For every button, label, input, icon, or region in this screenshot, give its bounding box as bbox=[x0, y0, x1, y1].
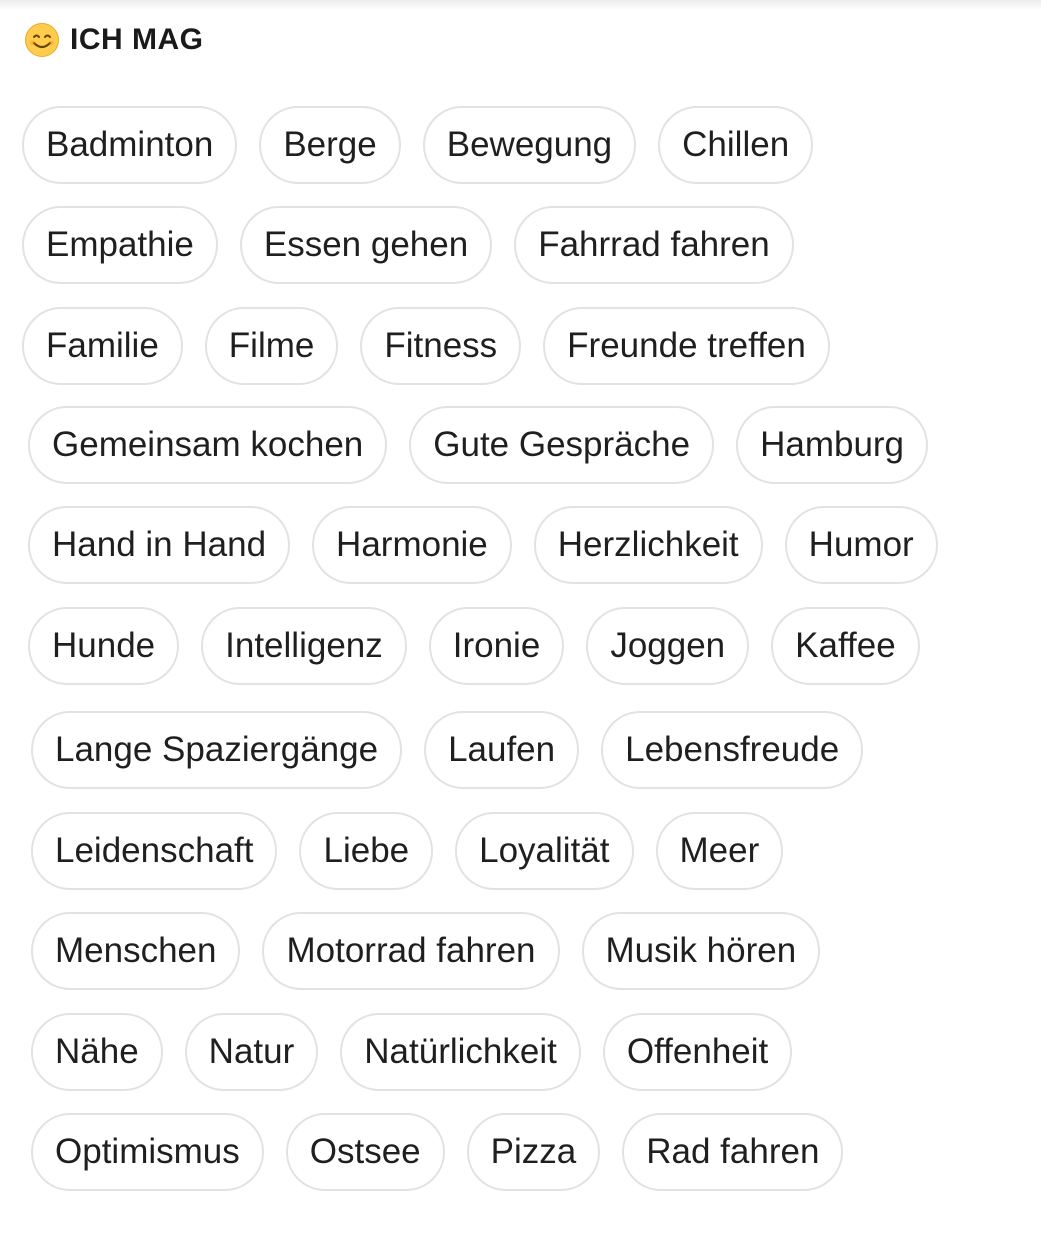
interest-chip[interactable]: Badminton bbox=[22, 106, 237, 184]
interest-chip[interactable]: Intelligenz bbox=[201, 607, 407, 685]
interest-chip[interactable]: Nähe bbox=[31, 1013, 163, 1091]
interest-chip[interactable]: Filme bbox=[205, 307, 339, 385]
interest-chip[interactable]: Gemeinsam kochen bbox=[28, 406, 387, 484]
interest-chip[interactable]: Meer bbox=[656, 812, 784, 890]
interest-chip[interactable]: Offenheit bbox=[603, 1013, 792, 1091]
interest-chip[interactable]: Hand in Hand bbox=[28, 506, 290, 584]
interest-chip[interactable]: Loyalität bbox=[455, 812, 633, 890]
interest-chip[interactable]: Berge bbox=[259, 106, 400, 184]
top-shadow bbox=[0, 0, 1041, 10]
interest-chip[interactable]: Liebe bbox=[299, 812, 433, 890]
interest-chip[interactable]: Kaffee bbox=[771, 607, 920, 685]
interest-chip[interactable]: Optimismus bbox=[31, 1113, 264, 1191]
interest-chip[interactable]: Lange Spaziergänge bbox=[31, 711, 402, 789]
interest-chip[interactable]: Rad fahren bbox=[622, 1113, 843, 1191]
chip-row bbox=[28, 406, 928, 484]
interest-chip[interactable]: Lebensfreude bbox=[601, 711, 863, 789]
interest-chip[interactable]: Hunde bbox=[28, 607, 179, 685]
interest-chip[interactable]: Bewegung bbox=[423, 106, 636, 184]
interest-chip[interactable]: Hamburg bbox=[736, 406, 928, 484]
interest-chip[interactable]: Leidenschaft bbox=[31, 812, 277, 890]
interest-chip[interactable]: Pizza bbox=[467, 1113, 601, 1191]
interest-chip[interactable]: Herzlichkeit bbox=[534, 506, 763, 584]
section-title: ICH MAG bbox=[70, 23, 204, 56]
interest-chip[interactable]: Fahrrad fahren bbox=[514, 206, 794, 284]
chip-row bbox=[28, 607, 920, 685]
interest-chip[interactable]: Menschen bbox=[31, 912, 240, 990]
smiley-face-icon bbox=[24, 22, 60, 58]
chip-row bbox=[31, 1013, 792, 1091]
interest-chip[interactable]: Musik hören bbox=[582, 912, 821, 990]
interest-chip[interactable]: Natur bbox=[185, 1013, 319, 1091]
interest-chip[interactable]: Ostsee bbox=[286, 1113, 445, 1191]
chip-row bbox=[31, 711, 863, 789]
interest-chip[interactable]: Laufen bbox=[424, 711, 579, 789]
chip-row bbox=[22, 206, 794, 284]
interest-chip[interactable]: Chillen bbox=[658, 106, 813, 184]
chip-row bbox=[31, 1113, 843, 1191]
interest-chip[interactable]: Familie bbox=[22, 307, 183, 385]
interest-chip[interactable]: Humor bbox=[785, 506, 938, 584]
interest-chip[interactable]: Freunde treffen bbox=[543, 307, 830, 385]
chip-row bbox=[31, 812, 783, 890]
chip-row bbox=[22, 307, 830, 385]
interest-chip[interactable]: Natürlichkeit bbox=[340, 1013, 581, 1091]
interest-chip[interactable]: Joggen bbox=[586, 607, 749, 685]
interest-chip[interactable]: Ironie bbox=[429, 607, 565, 685]
interest-chip[interactable]: Harmonie bbox=[312, 506, 512, 584]
interest-chip[interactable]: Gute Gespräche bbox=[409, 406, 714, 484]
interest-chip[interactable]: Essen gehen bbox=[240, 206, 492, 284]
chip-row bbox=[22, 106, 813, 184]
interest-chip[interactable]: Motorrad fahren bbox=[262, 912, 559, 990]
interest-chip[interactable]: Empathie bbox=[22, 206, 218, 284]
interest-chip[interactable]: Fitness bbox=[360, 307, 521, 385]
chip-row bbox=[28, 506, 938, 584]
chip-row bbox=[31, 912, 820, 990]
section-header bbox=[24, 22, 204, 58]
